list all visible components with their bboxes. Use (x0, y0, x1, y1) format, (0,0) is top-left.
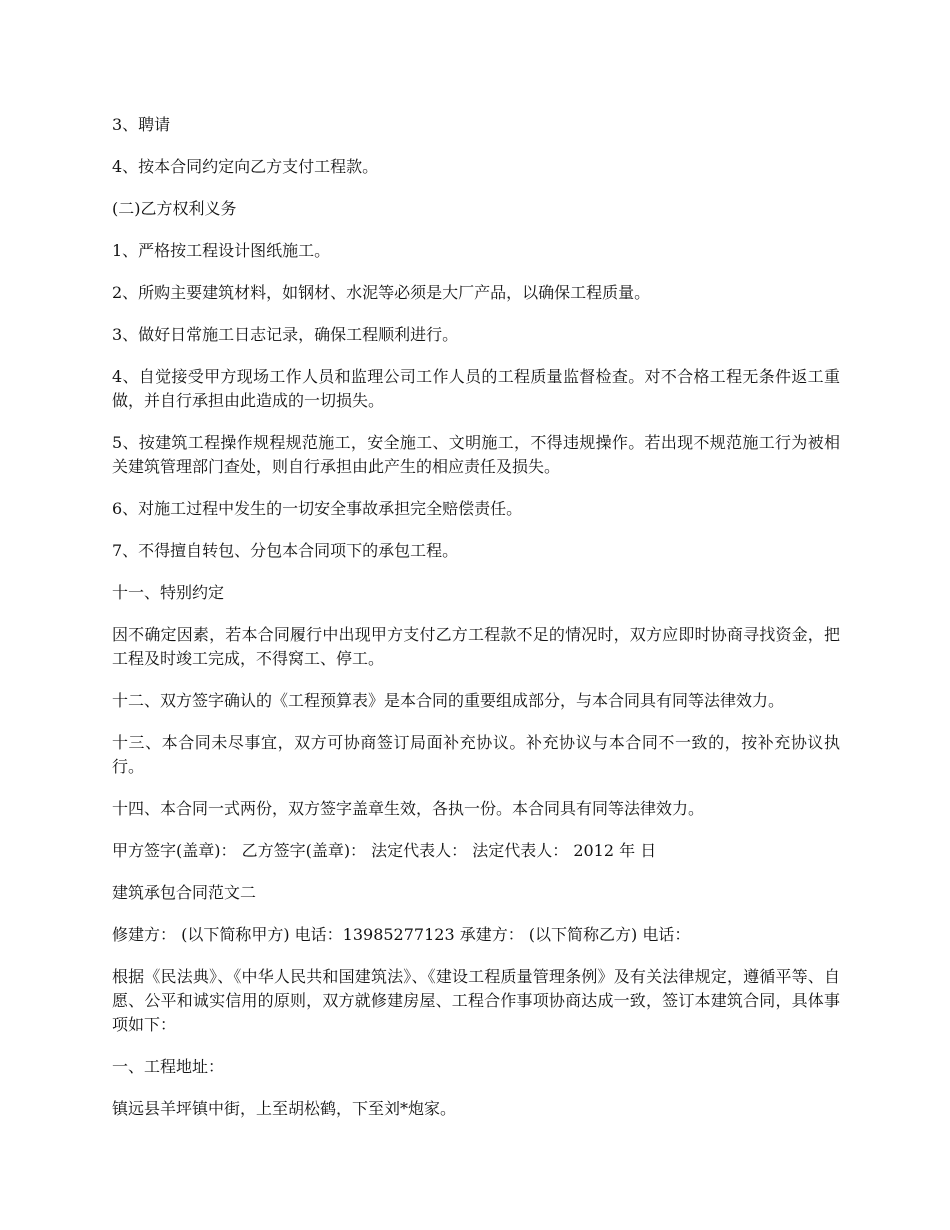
paragraph-party-b-item-7: 7、不得擅自转包、分包本合同项下的承包工程。 (112, 541, 459, 560)
paragraph-party-b-item-1: 1、严格按工程设计图纸施工。 (112, 241, 331, 260)
section-heading-project-address: 一、工程地址： (112, 1057, 225, 1076)
paragraph-special-agreement: 因不确定因素，若本合同履行中出现甲方支付乙方工程款不足的情况时，双方应即时协商寻找资金，把工程及时竣工完成，不得窝工、停工。 (112, 625, 840, 668)
paragraph-party-b-item-6: 6、对施工过程中发生的一切安全事故承担完全赔偿责任。 (112, 499, 523, 518)
document-page (112, 113, 840, 1139)
paragraph-project-address: 镇远县羊坪镇中街，上至胡松鹤，下至刘*炮家。 (112, 1099, 457, 1118)
paragraph-party-b-item-5: 5、按建筑工程操作规程规范施工，安全施工、文明施工，不得违规操作。若出现不规范施工行为被相关建筑管理部门查处，则自行承担由此产生的相应责任及损失。 (112, 433, 840, 476)
signature-line: 甲方签字(盖章)： 乙方签字(盖章)： 法定代表人： 法定代表人： 2012 年 日 (112, 841, 657, 860)
paragraph-party-b-item-4: 4、自觉接受甲方现场工作人员和监理公司工作人员的工程质量监督检查。对不合格工程无条件返工重做，并自行承担由此造成的一切损失。 (112, 367, 840, 410)
paragraph-party-b-item-2: 2、所购主要建筑材料，如钢材、水泥等必须是大厂产品，以确保工程质量。 (112, 283, 651, 302)
paragraph-clause-14: 十四、本合同一式两份，双方签字盖章生效，各执一份。本合同具有同等法律效力。 (112, 799, 705, 818)
paragraph-party-a-item-3: 3、聘请 (112, 115, 171, 134)
paragraph-preamble: 根据《民法典》、《中华人民共和国建筑法》、《建设工程质量管理条例》及有关法律规定，遵循平等、自愿、公平和诚实信用的原则，双方就修建房屋、工程合作事项协商达成一致，签订本建筑合同，具体事项如下： (112, 967, 840, 1034)
paragraph-party-a-item-4: 4、按本合同约定向乙方支付工程款。 (112, 157, 379, 176)
section-heading-party-b-rights: (二)乙方权利义务 (112, 199, 237, 218)
paragraph-party-b-item-3: 3、做好日常施工日志记录，确保工程顺利进行。 (112, 325, 459, 344)
document-subtitle: 建筑承包合同范文二 (112, 883, 257, 902)
paragraph-clause-12: 十二、双方签字确认的《工程预算表》是本合同的重要组成部分，与本合同具有同等法律效力。 (112, 691, 785, 710)
section-heading-special-agreement: 十一、特别约定 (112, 583, 225, 602)
parties-info-line: 修建方： (以下简称甲方) 电话：13985277123 承建方： (以下简称乙方) 电话： (112, 925, 691, 944)
paragraph-clause-13: 十三、本合同未尽事宜，双方可协商签订局面补充协议。补充协议与本合同不一致的，按补充协议执行。 (112, 733, 840, 776)
